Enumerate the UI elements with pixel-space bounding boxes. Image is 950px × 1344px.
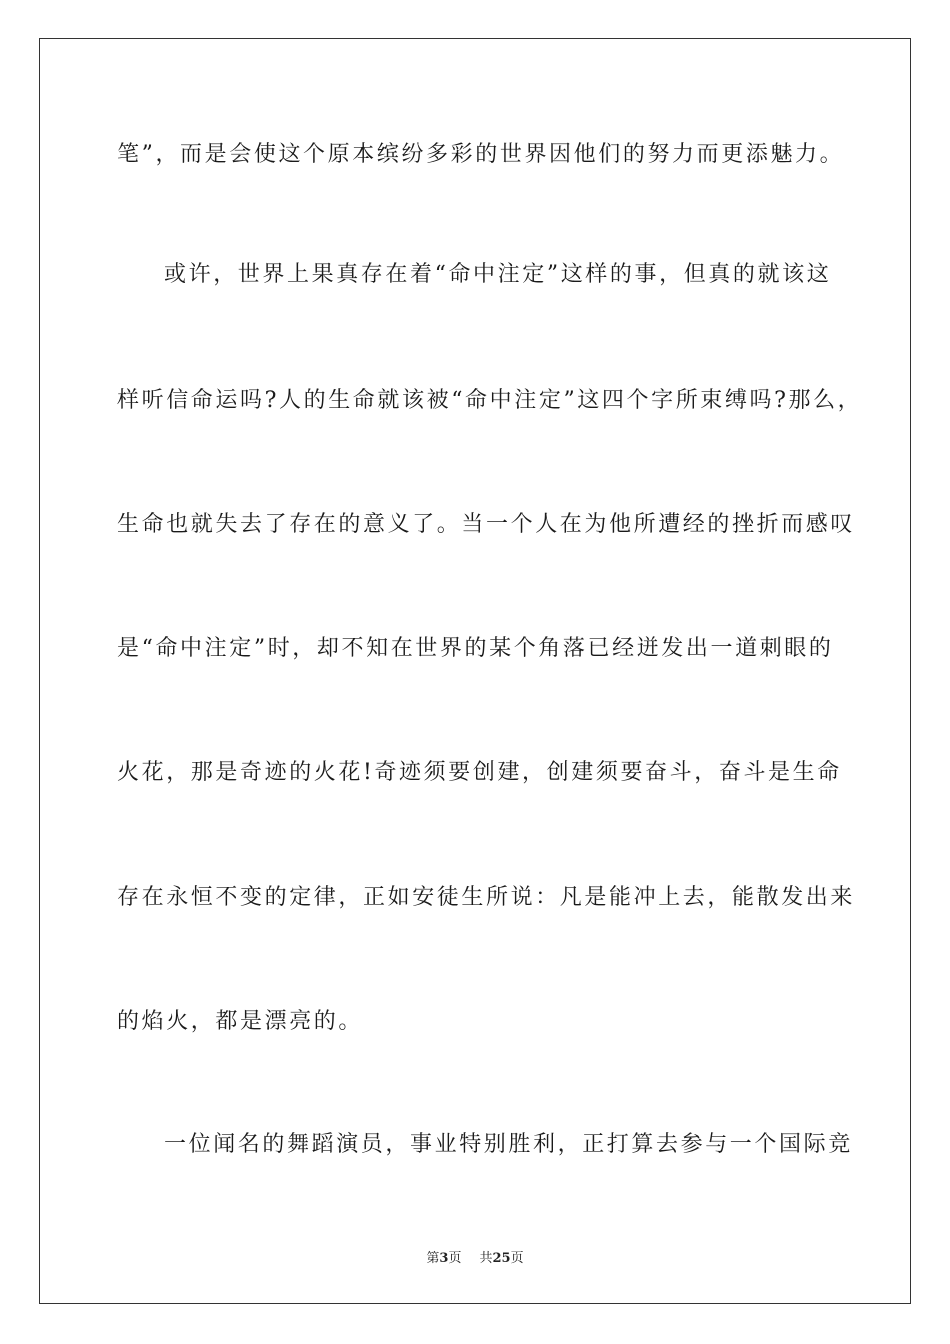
text-line: 的焰火，都是漂亮的。 [117, 1009, 364, 1034]
page-suffix: 页 [448, 1251, 462, 1266]
page-prefix: 第 [426, 1251, 440, 1266]
total-suffix: 页 [510, 1251, 524, 1266]
paragraph-start: 或许，世界上果真存在着“命中注定”这样的事，但真的就该这 [164, 262, 832, 287]
page-footer [0, 1247, 950, 1266]
text-line: 存在永恒不变的定律，正如安徒生所说：凡是能冲上去，能散发出来 [117, 885, 856, 910]
total-pages: 25 [492, 1251, 511, 1266]
text-line: 火花，那是奇迹的火花!奇迹须要创建，创建须要奋斗，奋斗是生命 [117, 760, 842, 785]
total-prefix: 共 [479, 1251, 493, 1266]
page-border [39, 38, 911, 1304]
text-line: 是“命中注定”时，却不知在世界的某个角落已经迸发出一道刺眼的 [117, 636, 834, 661]
paragraph-start: 一位闻名的舞蹈演员，事业特别胜利，正打算去参与一个国际竞 [164, 1132, 853, 1157]
text-line: 生命也就失去了存在的意义了。当一个人在为他所遭经的挫折而感叹 [117, 512, 856, 537]
text-line: 笔”，而是会使这个原本缤纷多彩的世界因他们的努力而更添魅力。 [117, 142, 845, 167]
page-number: 3 [439, 1251, 449, 1266]
text-line: 样听信命运吗?人的生命就该被“命中注定”这四个字所束缚吗?那么， [117, 388, 863, 413]
